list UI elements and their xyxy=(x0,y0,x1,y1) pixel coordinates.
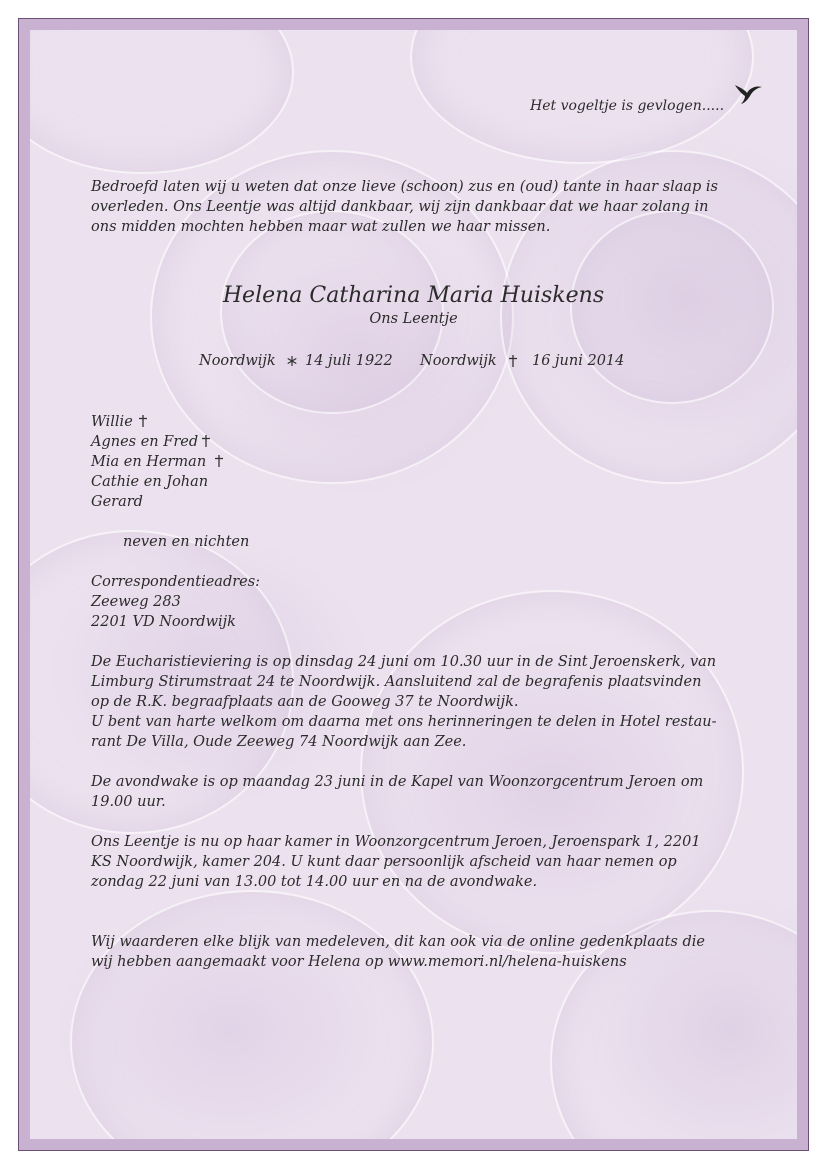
family-member: Cathie en Johan xyxy=(91,474,209,490)
service-line: Limburg Stirumstraat 24 te Noordwijk. Aansluitend zal de begrafenis plaatsvinden xyxy=(91,674,702,690)
life-dates xyxy=(0,351,827,373)
family-member: Mia en Herman xyxy=(91,454,207,470)
birth-place: Noordwijk xyxy=(199,353,276,369)
visitation-line: zondag 22 juni van 13.00 tot 14.00 uur en na de avondwake. xyxy=(91,874,538,890)
correspondence-heading: Correspondentieadres: xyxy=(91,574,261,590)
service-line: De Eucharistieviering is op dinsdag 24 juni om 10.30 uur in de Sint Jeroenskerk, van xyxy=(91,654,717,670)
correspondence-street: Zeeweg 283 xyxy=(91,594,181,610)
family-member: Agnes en Fred xyxy=(91,434,199,450)
family-member: Willie xyxy=(91,414,133,430)
birth-star-icon xyxy=(286,355,298,367)
deceased-cross-icon xyxy=(214,454,224,468)
death-cross-icon xyxy=(508,354,518,368)
deceased-cross-icon xyxy=(138,414,148,428)
intro-line: overleden. Ons Leentje was altijd dankbaar, wij zijn dankbaar dat we haar zolang in xyxy=(91,199,709,215)
service-line: U bent van harte welkom om daarna met ons herinneringen te delen in Hotel restau- xyxy=(91,714,717,730)
intro-line: ons midden mochten hebben maar wat zullen we haar missen. xyxy=(91,219,551,235)
vigil-line: De avondwake is op maandag 23 juni in de Kapel van Woonzorgcentrum Jeroen om xyxy=(91,774,704,790)
death-date: 16 juni 2014 xyxy=(532,353,625,369)
nickname: Ons Leentje xyxy=(369,311,458,327)
closing-line: Wij waarderen elke blijk van medeleven, dit kan ook via de online gedenkplaats die xyxy=(91,934,705,950)
tagline: Het vogeltje is gevlogen..... xyxy=(530,98,725,114)
swallow-icon xyxy=(733,82,763,106)
correspondence-city: 2201 VD Noordwijk xyxy=(91,614,236,630)
deceased-cross-icon xyxy=(201,434,211,448)
visitation-line: Ons Leentje is nu op haar kamer in Woonzorgcentrum Jeroen, Jeroenspark 1, 2201 xyxy=(91,834,701,850)
service-line: rant De Villa, Oude Zeeweg 74 Noordwijk aan Zee. xyxy=(91,734,467,750)
intro-line: Bedroefd laten wij u weten dat onze lieve (schoon) zus en (oud) tante in haar slaap is xyxy=(91,179,718,195)
vigil-line: 19.00 uur. xyxy=(91,794,166,810)
closing-line: wij hebben aangemaakt voor Helena op www.memori.nl/helena-huiskens xyxy=(91,954,627,970)
visitation-line: KS Noordwijk, kamer 204. U kunt daar persoonlijk afscheid van haar nemen op xyxy=(91,854,677,870)
deceased-name: Helena Catharina Maria Huiskens xyxy=(222,283,605,308)
family-member: Gerard xyxy=(91,494,143,510)
birth-date: 14 juli 1922 xyxy=(305,353,393,369)
service-line: op de R.K. begraafplaats aan de Gooweg 37 te Noordwijk. xyxy=(91,694,519,710)
nephews-nieces: neven en nichten xyxy=(123,534,250,550)
death-place: Noordwijk xyxy=(420,353,497,369)
